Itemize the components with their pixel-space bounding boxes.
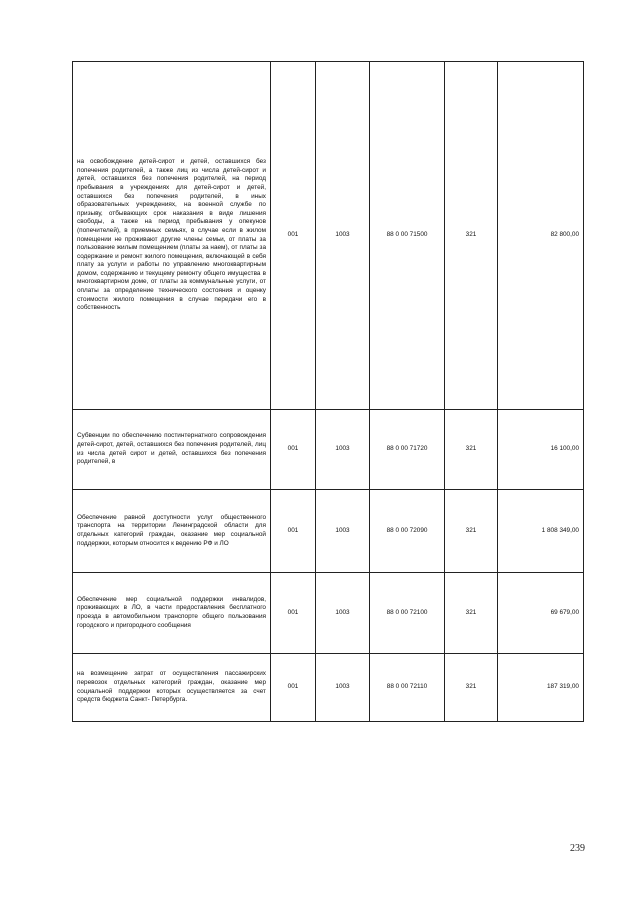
row-expense-type: 321: [445, 410, 498, 490]
row-section-code: 1003: [316, 490, 370, 573]
row-amount: 187 319,00: [498, 654, 584, 722]
table-row: [73, 490, 584, 573]
row-amount: 69 679,00: [498, 573, 584, 654]
row-article-code: 88 0 00 71720: [370, 410, 445, 490]
row-description: Обеспечение равной доступности услуг общественного транспорта на территории Ленинградской области для отдельных категорий граждан, оказание мер социальной поддержки, которым относится к ведению РФ и ЛО: [73, 490, 271, 573]
row-section-code: 1003: [316, 62, 370, 410]
row-section-code: 1003: [316, 410, 370, 490]
row-amount: 16 100,00: [498, 410, 584, 490]
row-expense-type: 321: [445, 654, 498, 722]
row-description: Обеспечение мер социальной поддержки инвалидов, проживающих в ЛО, в части предоставления бесплатного проезда в автомобильном транспорте общего пользования городского и пригородного сообщения: [73, 573, 271, 654]
row-description: на освобождение детей-сирот и детей, оставшихся без попечения родителей, а также лиц из числа детей-сирот и детей, оставшихся без попечения родителей, на период пребывания в учреждениях для детей-сирот и детей, оставшихся без попечения родителей, в иных образовательных учреждениях, на военной службе по призыву, отбывающих срок наказания в виде лишения свободы, а также на период пребывания у опекунов (попечителей), в приемных семьях, в случае если в жилом помещении не проживают другие члены семьи, от платы за пользование жилым помещением (платы за наем), от платы за содержание и ремонт жилого помещения, включающей в себя плату за услуги и работы по управлению многоквартирным домом, содержанию и текущему ремонту общего имущества в многоквартирном доме, от платы за коммунальные услуги, от оплаты за определение технического состояния и оценку стоимости жилого помещения в случае передачи его в собственность: [73, 62, 271, 410]
row-admin-code: 001: [271, 654, 316, 722]
row-admin-code: 001: [271, 410, 316, 490]
row-amount: 82 800,00: [498, 62, 584, 410]
row-admin-code: 001: [271, 62, 316, 410]
row-article-code: 88 0 00 71500: [370, 62, 445, 410]
row-section-code: 1003: [316, 654, 370, 722]
row-section-code: 1003: [316, 573, 370, 654]
row-description: Субвенции по обеспечению постинтернатного сопровождения детей-сирот, детей, оставшихся без попечения родителей, лиц из числа детей сирот и детей, оставшихся без попечения родителей, в: [73, 410, 271, 490]
row-description: на возмещение затрат от осуществления пассажирских перевозок отдельных категорий граждан, оказание мер социальной поддержки которых осуществляется за счет средств бюджета Санкт- Петербурга.: [73, 654, 271, 722]
row-expense-type: 321: [445, 490, 498, 573]
row-expense-type: 321: [445, 573, 498, 654]
row-expense-type: 321: [445, 62, 498, 410]
row-admin-code: 001: [271, 573, 316, 654]
table-row: [73, 654, 584, 722]
row-article-code: 88 0 00 72110: [370, 654, 445, 722]
table-row: [73, 410, 584, 490]
row-amount: 1 808 349,00: [498, 490, 584, 573]
row-article-code: 88 0 00 72100: [370, 573, 445, 654]
table-row: [73, 62, 584, 410]
row-article-code: 88 0 00 72090: [370, 490, 445, 573]
budget-table: [72, 61, 584, 722]
table-row: [73, 573, 584, 654]
page-number: 239: [570, 843, 585, 854]
row-admin-code: 001: [271, 490, 316, 573]
